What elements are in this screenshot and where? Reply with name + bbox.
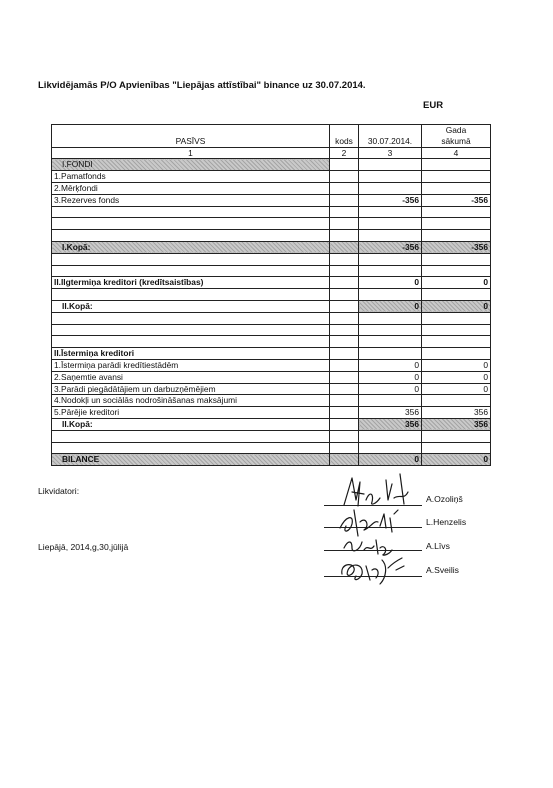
header-year-start-line1: Gada bbox=[445, 125, 467, 135]
row-kreditiestades: 1.Īstermiņa parādi kredītiestādēm bbox=[52, 359, 330, 371]
header-kods: kods bbox=[330, 125, 359, 148]
rezerves-prev-value: -356 bbox=[422, 194, 491, 206]
signatory-name: A.Sveilis bbox=[426, 565, 459, 575]
header-current-date: 30.07.2014. bbox=[359, 125, 422, 148]
table-row-total bbox=[52, 241, 491, 253]
row-i-kopa: I.Kopā: bbox=[52, 241, 330, 253]
table-row bbox=[52, 265, 491, 277]
table-column-number-row bbox=[52, 147, 491, 159]
col-number-4: 4 bbox=[422, 147, 491, 159]
table-row bbox=[52, 383, 491, 395]
table-row bbox=[52, 230, 491, 242]
row-bilance: BILANCE bbox=[52, 454, 330, 466]
row-ilgtermina-kreditori: II.Ilgtermiņa kreditori (kredītsaistības) bbox=[52, 277, 330, 289]
document-title: Likvidējamās P/O Apvienības "Liepājas attīstībai" binance uz 30.07.2014. bbox=[38, 80, 366, 91]
r1-current-value: 0 bbox=[359, 359, 422, 371]
table-row bbox=[52, 218, 491, 230]
row-merkfondi: 2.Mērķfondi bbox=[52, 182, 330, 194]
row-pamatfonds: 1.Pamatfonds bbox=[52, 171, 330, 183]
table-row bbox=[52, 359, 491, 371]
table-row-bilance bbox=[52, 454, 491, 466]
likvidatori-label: Likvidatori: bbox=[38, 486, 80, 496]
bilance-prev-value: 0 bbox=[422, 454, 491, 466]
ilgtermina-prev-value: 0 bbox=[422, 277, 491, 289]
table-row bbox=[52, 348, 491, 360]
signatory-name: L.Henzelis bbox=[426, 517, 467, 527]
table-row bbox=[52, 371, 491, 383]
table-row bbox=[52, 171, 491, 183]
r2-current-value: 0 bbox=[359, 371, 422, 383]
r5-prev-value: 356 bbox=[422, 407, 491, 419]
bilance-current-value: 0 bbox=[359, 454, 422, 466]
ii-kopa-1-current-value: 0 bbox=[359, 300, 422, 312]
ii-kopa-2-current-value: 356 bbox=[359, 418, 422, 430]
col-number-1: 1 bbox=[52, 147, 330, 159]
header-pasivs: PASĪVS bbox=[52, 125, 330, 148]
row-rezerves-fonds: 3.Rezerves fonds bbox=[52, 194, 330, 206]
r1-prev-value: 0 bbox=[422, 359, 491, 371]
row-istermina-kreditori: II.Īstermiņa kreditori bbox=[52, 348, 330, 360]
table-row bbox=[52, 442, 491, 454]
table-row bbox=[52, 182, 491, 194]
ii-kopa-1-prev-value: 0 bbox=[422, 300, 491, 312]
table-row-total bbox=[52, 300, 491, 312]
table-row bbox=[52, 277, 491, 289]
row-parejie-kreditori: 5.Pārējie kreditori bbox=[52, 407, 330, 419]
table-row-total bbox=[52, 418, 491, 430]
table-row bbox=[52, 407, 491, 419]
table-row bbox=[52, 336, 491, 348]
table-row bbox=[52, 206, 491, 218]
signatory-name: A.Līvs bbox=[426, 541, 450, 551]
row-avansi: 2.Saņemtie avansi bbox=[52, 371, 330, 383]
table-row bbox=[52, 159, 491, 171]
ii-kopa-2-prev-value: 356 bbox=[422, 418, 491, 430]
r3-prev-value: 0 bbox=[422, 383, 491, 395]
i-kopa-prev-value: -356 bbox=[422, 241, 491, 253]
handwritten-signatures bbox=[330, 470, 430, 600]
table-row bbox=[52, 324, 491, 336]
col-number-2: 2 bbox=[330, 147, 359, 159]
r2-prev-value: 0 bbox=[422, 371, 491, 383]
table-header-row bbox=[52, 125, 491, 148]
balance-table bbox=[51, 124, 491, 466]
ilgtermina-current-value: 0 bbox=[359, 277, 422, 289]
row-nodokli: 4.Nodokļi un sociālās nodrošināšanas maksājumi bbox=[52, 395, 330, 407]
r5-current-value: 356 bbox=[359, 407, 422, 419]
row-piegadataji: 3.Parādi piegādātājiem un darbuzņēmējiem bbox=[52, 383, 330, 395]
place-date: Liepājā, 2014,g,30,jūlijā bbox=[38, 542, 129, 552]
header-year-start-line2: sākumā bbox=[441, 135, 471, 146]
header-year-start bbox=[422, 125, 491, 148]
row-ii-kopa-istermina: II.Kopā: bbox=[52, 418, 330, 430]
table-row bbox=[52, 312, 491, 324]
table-row bbox=[52, 253, 491, 265]
rezerves-current-value: -356 bbox=[359, 194, 422, 206]
row-ii-kopa-ilgtermina: II.Kopā: bbox=[52, 300, 330, 312]
table-row bbox=[52, 194, 491, 206]
table-row bbox=[52, 395, 491, 407]
r3-current-value: 0 bbox=[359, 383, 422, 395]
i-kopa-current-value: -356 bbox=[359, 241, 422, 253]
table-row bbox=[52, 289, 491, 301]
signatory-name: A.Ozoliņš bbox=[426, 494, 463, 504]
currency-label: EUR bbox=[423, 100, 444, 111]
col-number-3: 3 bbox=[359, 147, 422, 159]
table-row bbox=[52, 430, 491, 442]
section-fondi: I.FONDI bbox=[52, 159, 330, 171]
